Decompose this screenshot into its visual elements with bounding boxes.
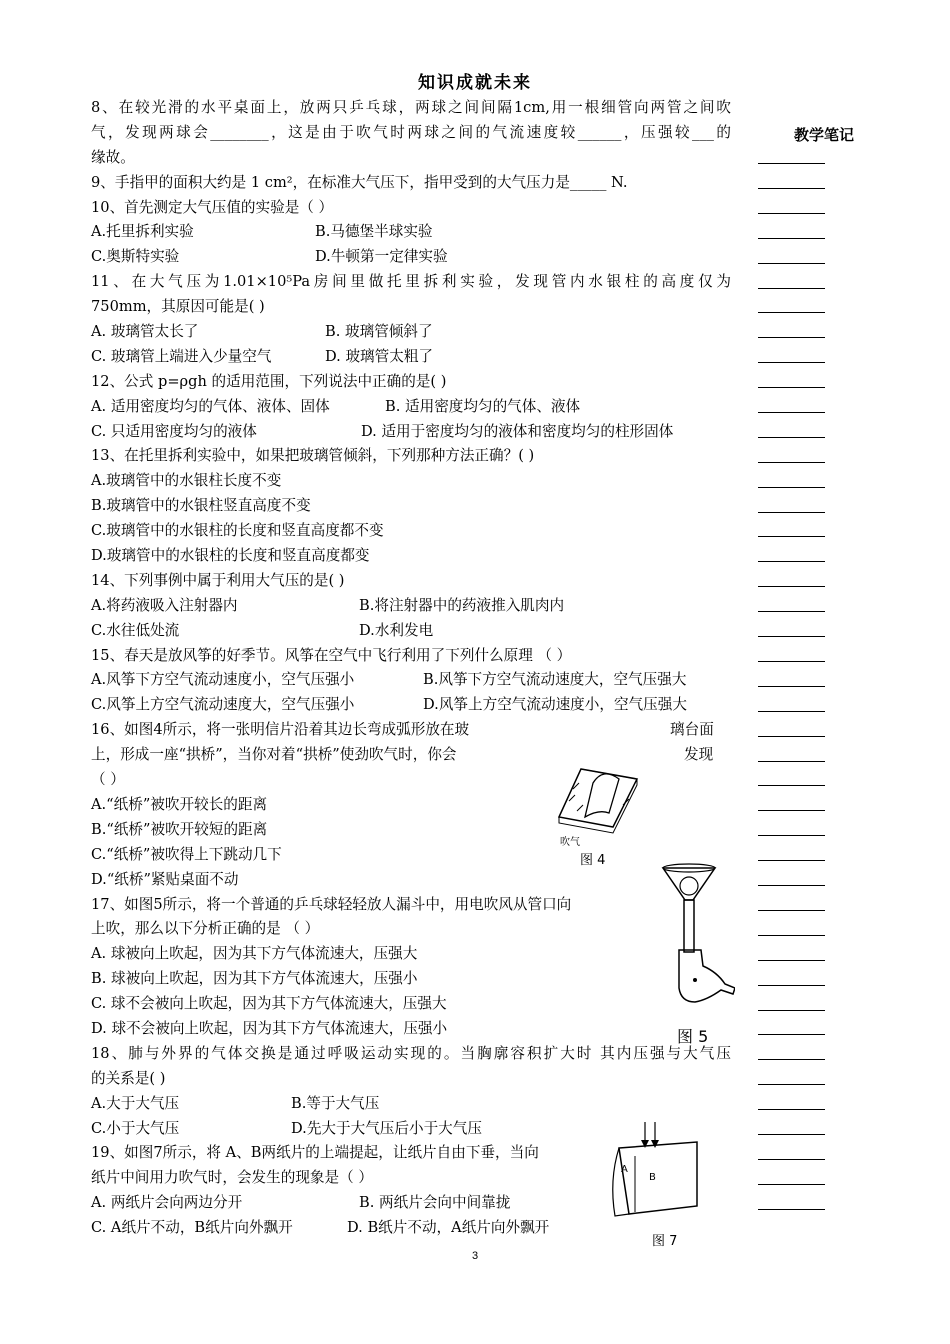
option-right: B. 两纸片会向中间靠拢 <box>359 1194 511 1212</box>
text-line: 17、如图5所示，将一个普通的乒乓球轻轻放人漏斗中，用电吹风从管口向 <box>91 895 572 913</box>
text-line: 的关系是( ) <box>91 1069 166 1087</box>
note-line <box>758 188 825 189</box>
text-line <box>91 395 731 420</box>
figure-4-blow-label: 吹气 <box>560 837 580 848</box>
figure-7-label-a: A <box>621 1164 628 1175</box>
text-line: C. 球不会被向上吹起，因为其下方气体流速大，压强大 <box>91 995 447 1013</box>
note-line <box>758 536 825 537</box>
note-line <box>758 362 825 363</box>
notes-title: 教学笔记 <box>794 126 855 144</box>
note-line <box>758 163 825 164</box>
note-line <box>758 561 825 562</box>
note-line <box>758 263 825 264</box>
option-right: D.风筝上方空气流动速度小，空气压强大 <box>423 696 687 714</box>
text-line: 12、公式 p=ρgh 的适用范围，下列说法中正确的是( ) <box>91 372 447 390</box>
note-line <box>758 213 825 214</box>
figure-4-caption: 图 4 <box>580 853 606 868</box>
option-right: B.将注射器中的药液推入肌肉内 <box>359 596 565 614</box>
text-line: 13、在托里拆利实验中，如果把玻璃管倾斜，下列那种方法正确？( ) <box>91 447 535 465</box>
page-title: 知识成就未来 <box>418 73 532 93</box>
option-left: C.风筝上方空气流动速度大，空气压强小 <box>91 696 355 714</box>
note-line <box>758 985 825 986</box>
note-line <box>758 761 825 762</box>
note-line <box>758 288 825 289</box>
option-left: A.大于大气压 <box>91 1094 180 1112</box>
text-line: 8、在较光滑的水平桌面上，放两只乒乓球，两球之间间隔1cm,用一根细管向两管之间吹 <box>91 99 731 116</box>
figure-7-caption: 图 7 <box>652 1234 678 1249</box>
text-line: D.玻璃管中的水银柱的长度和竖直高度都变 <box>91 547 370 565</box>
note-line <box>758 835 825 836</box>
note-line <box>758 1184 825 1185</box>
note-line <box>758 1159 825 1160</box>
text-line: C.玻璃管中的水银柱的长度和竖直高度都不变 <box>91 522 384 540</box>
text-line: 9、手指甲的面积大约是 1 cm²，在标准大气压下，指甲受到的大气压力是_____ N. <box>91 173 628 191</box>
option-right: D.牛顿第一定律实验 <box>315 248 448 266</box>
text-line: 16、如图4所示，将一张明信片沿着其边长弯成弧形放在玻 <box>91 721 470 739</box>
text-line <box>91 1092 731 1117</box>
note-line <box>758 512 825 513</box>
option-left: C. A纸片不动，B纸片向外飘开 <box>91 1219 293 1237</box>
text-line: 14、下列事例中属于利用大气压的是( ) <box>91 571 345 589</box>
q16-tail-1: 璃台面 <box>670 721 714 738</box>
note-line <box>758 860 825 861</box>
text-line: D.“纸桥”紧贴桌面不动 <box>91 870 239 888</box>
text-line: 15、春天是放风筝的好季节。风筝在空气中飞行利用了下列什么原理 （ ） <box>91 646 572 664</box>
note-line <box>758 636 825 637</box>
note-line <box>758 1209 825 1210</box>
text-line <box>91 345 731 370</box>
text-line <box>91 693 731 718</box>
note-line <box>758 387 825 388</box>
text-line <box>91 668 731 693</box>
text-line <box>91 594 731 619</box>
figure-7-drawing <box>605 1120 700 1224</box>
text-line <box>91 420 731 445</box>
note-line <box>758 312 825 313</box>
text-line: 19、如图7所示，将 A、B两纸片的上端提起，让纸片自由下垂，当向 <box>91 1144 539 1162</box>
text-line: 气，发现两球会________，这是由于吹气时两球之间的气流速度较______，压强较___的 <box>91 123 731 141</box>
option-left: A.托里拆利实验 <box>91 223 194 241</box>
note-line <box>758 586 825 587</box>
option-left: A. 玻璃管太长了 <box>91 323 199 341</box>
option-right: D. 玻璃管太粗了 <box>325 347 434 365</box>
note-line <box>758 487 825 488</box>
note-line <box>758 960 825 961</box>
option-left: A.风筝下方空气流动速度小，空气压强小 <box>91 671 355 689</box>
text-line: A.玻璃管中的水银柱长度不变 <box>91 472 282 490</box>
note-line <box>758 1134 825 1135</box>
note-line <box>758 686 825 687</box>
figure-5 <box>655 862 735 1022</box>
note-line <box>758 1034 825 1035</box>
text-line: A. 球被向上吹起，因为其下方气体流速大，压强大 <box>91 945 418 963</box>
note-line <box>758 611 825 612</box>
q16-tail-2: 发现 <box>684 746 714 763</box>
text-line: 10、首先测定大气压值的实验是（ ） <box>91 198 334 216</box>
text-line: B.玻璃管中的水银柱竖直高度不变 <box>91 497 311 515</box>
option-right: D. B纸片不动，A纸片向外飘开 <box>347 1219 550 1237</box>
option-left: A.将药液吸入注射器内 <box>91 596 238 614</box>
text-line <box>91 320 731 345</box>
option-left: C. 玻璃管上端进入少量空气 <box>91 347 272 365</box>
note-line <box>758 810 825 811</box>
note-line <box>758 337 825 338</box>
text-line: 750mm，其原因可能是( ) <box>91 298 265 316</box>
option-right: D.水利发电 <box>359 621 434 639</box>
option-right: B. 玻璃管倾斜了 <box>325 323 433 341</box>
text-line: 上吹，那么以下分析正确的是 （ ） <box>91 920 320 938</box>
text-line: D. 球不会被向上吹起，因为其下方气体流速大，压强小 <box>91 1019 448 1037</box>
note-line <box>758 1084 825 1085</box>
figure-7 <box>605 1120 700 1224</box>
note-line <box>758 1059 825 1060</box>
text-line <box>91 245 731 270</box>
text-line: 纸片中间用力吹气时，会发生的现象是（ ） <box>91 1169 373 1187</box>
option-right: D.先大于大气压后小于大气压 <box>291 1119 482 1137</box>
note-line <box>758 1010 825 1011</box>
option-right: B.等于大气压 <box>291 1094 380 1112</box>
option-right: B. 适用密度均匀的气体、液体 <box>385 397 581 415</box>
text-line: B.“纸桥”被吹开较短的距离 <box>91 820 268 838</box>
option-left: C.小于大气压 <box>91 1119 180 1137</box>
option-right: D. 适用于密度均匀的液体和密度均匀的柱形固体 <box>361 422 674 440</box>
text-line: 缘故。 <box>91 148 135 166</box>
note-line <box>758 910 825 911</box>
option-left: C. 只适用密度均匀的液体 <box>91 422 257 440</box>
option-right: B.马德堡半球实验 <box>315 223 433 241</box>
text-line: （ ） <box>91 771 125 789</box>
option-left: C.水往低处流 <box>91 621 180 639</box>
note-line <box>758 437 825 438</box>
text-line: B. 球被向上吹起，因为其下方气体流速大，压强小 <box>91 970 418 988</box>
text-line: A.“纸桥”被吹开较长的距离 <box>91 795 268 813</box>
option-left: A. 两纸片会向两边分开 <box>91 1194 243 1212</box>
text-line: 11、在大气压为1.01×10⁵Pa房间里做托里拆利实验，发现管内水银柱的高度仅为 <box>91 273 731 291</box>
note-line <box>758 661 825 662</box>
note-line <box>758 238 825 239</box>
option-left: A. 适用密度均匀的气体、液体、固体 <box>91 397 330 415</box>
note-line <box>758 1109 825 1110</box>
text-line <box>91 619 731 644</box>
note-line <box>758 412 825 413</box>
figure-7-label-b: B <box>649 1172 656 1183</box>
page-number: 3 <box>471 1250 479 1262</box>
text-line: C.“纸桥”被吹得上下跳动几下 <box>91 845 282 863</box>
note-line <box>758 885 825 886</box>
note-line <box>758 462 825 463</box>
text-line: 上，形成一座“拱桥”，当你对着“拱桥”使劲吹气时，你会 <box>91 746 457 764</box>
text-line: 18、肺与外界的气体交换是通过呼吸运动实现的。当胸廓容积扩大时 其内压强与大气压 <box>91 1044 731 1062</box>
note-line <box>758 785 825 786</box>
question-list <box>91 96 731 1241</box>
note-line <box>758 736 825 737</box>
option-right: B.风筝下方空气流动速度大，空气压强大 <box>423 671 687 689</box>
figure-5-caption: 图 5 <box>677 1027 709 1046</box>
note-line <box>758 935 825 936</box>
text-line <box>91 220 731 245</box>
note-line <box>758 711 825 712</box>
figure-5-drawing <box>655 862 735 1022</box>
option-left: C.奥斯特实验 <box>91 248 180 266</box>
